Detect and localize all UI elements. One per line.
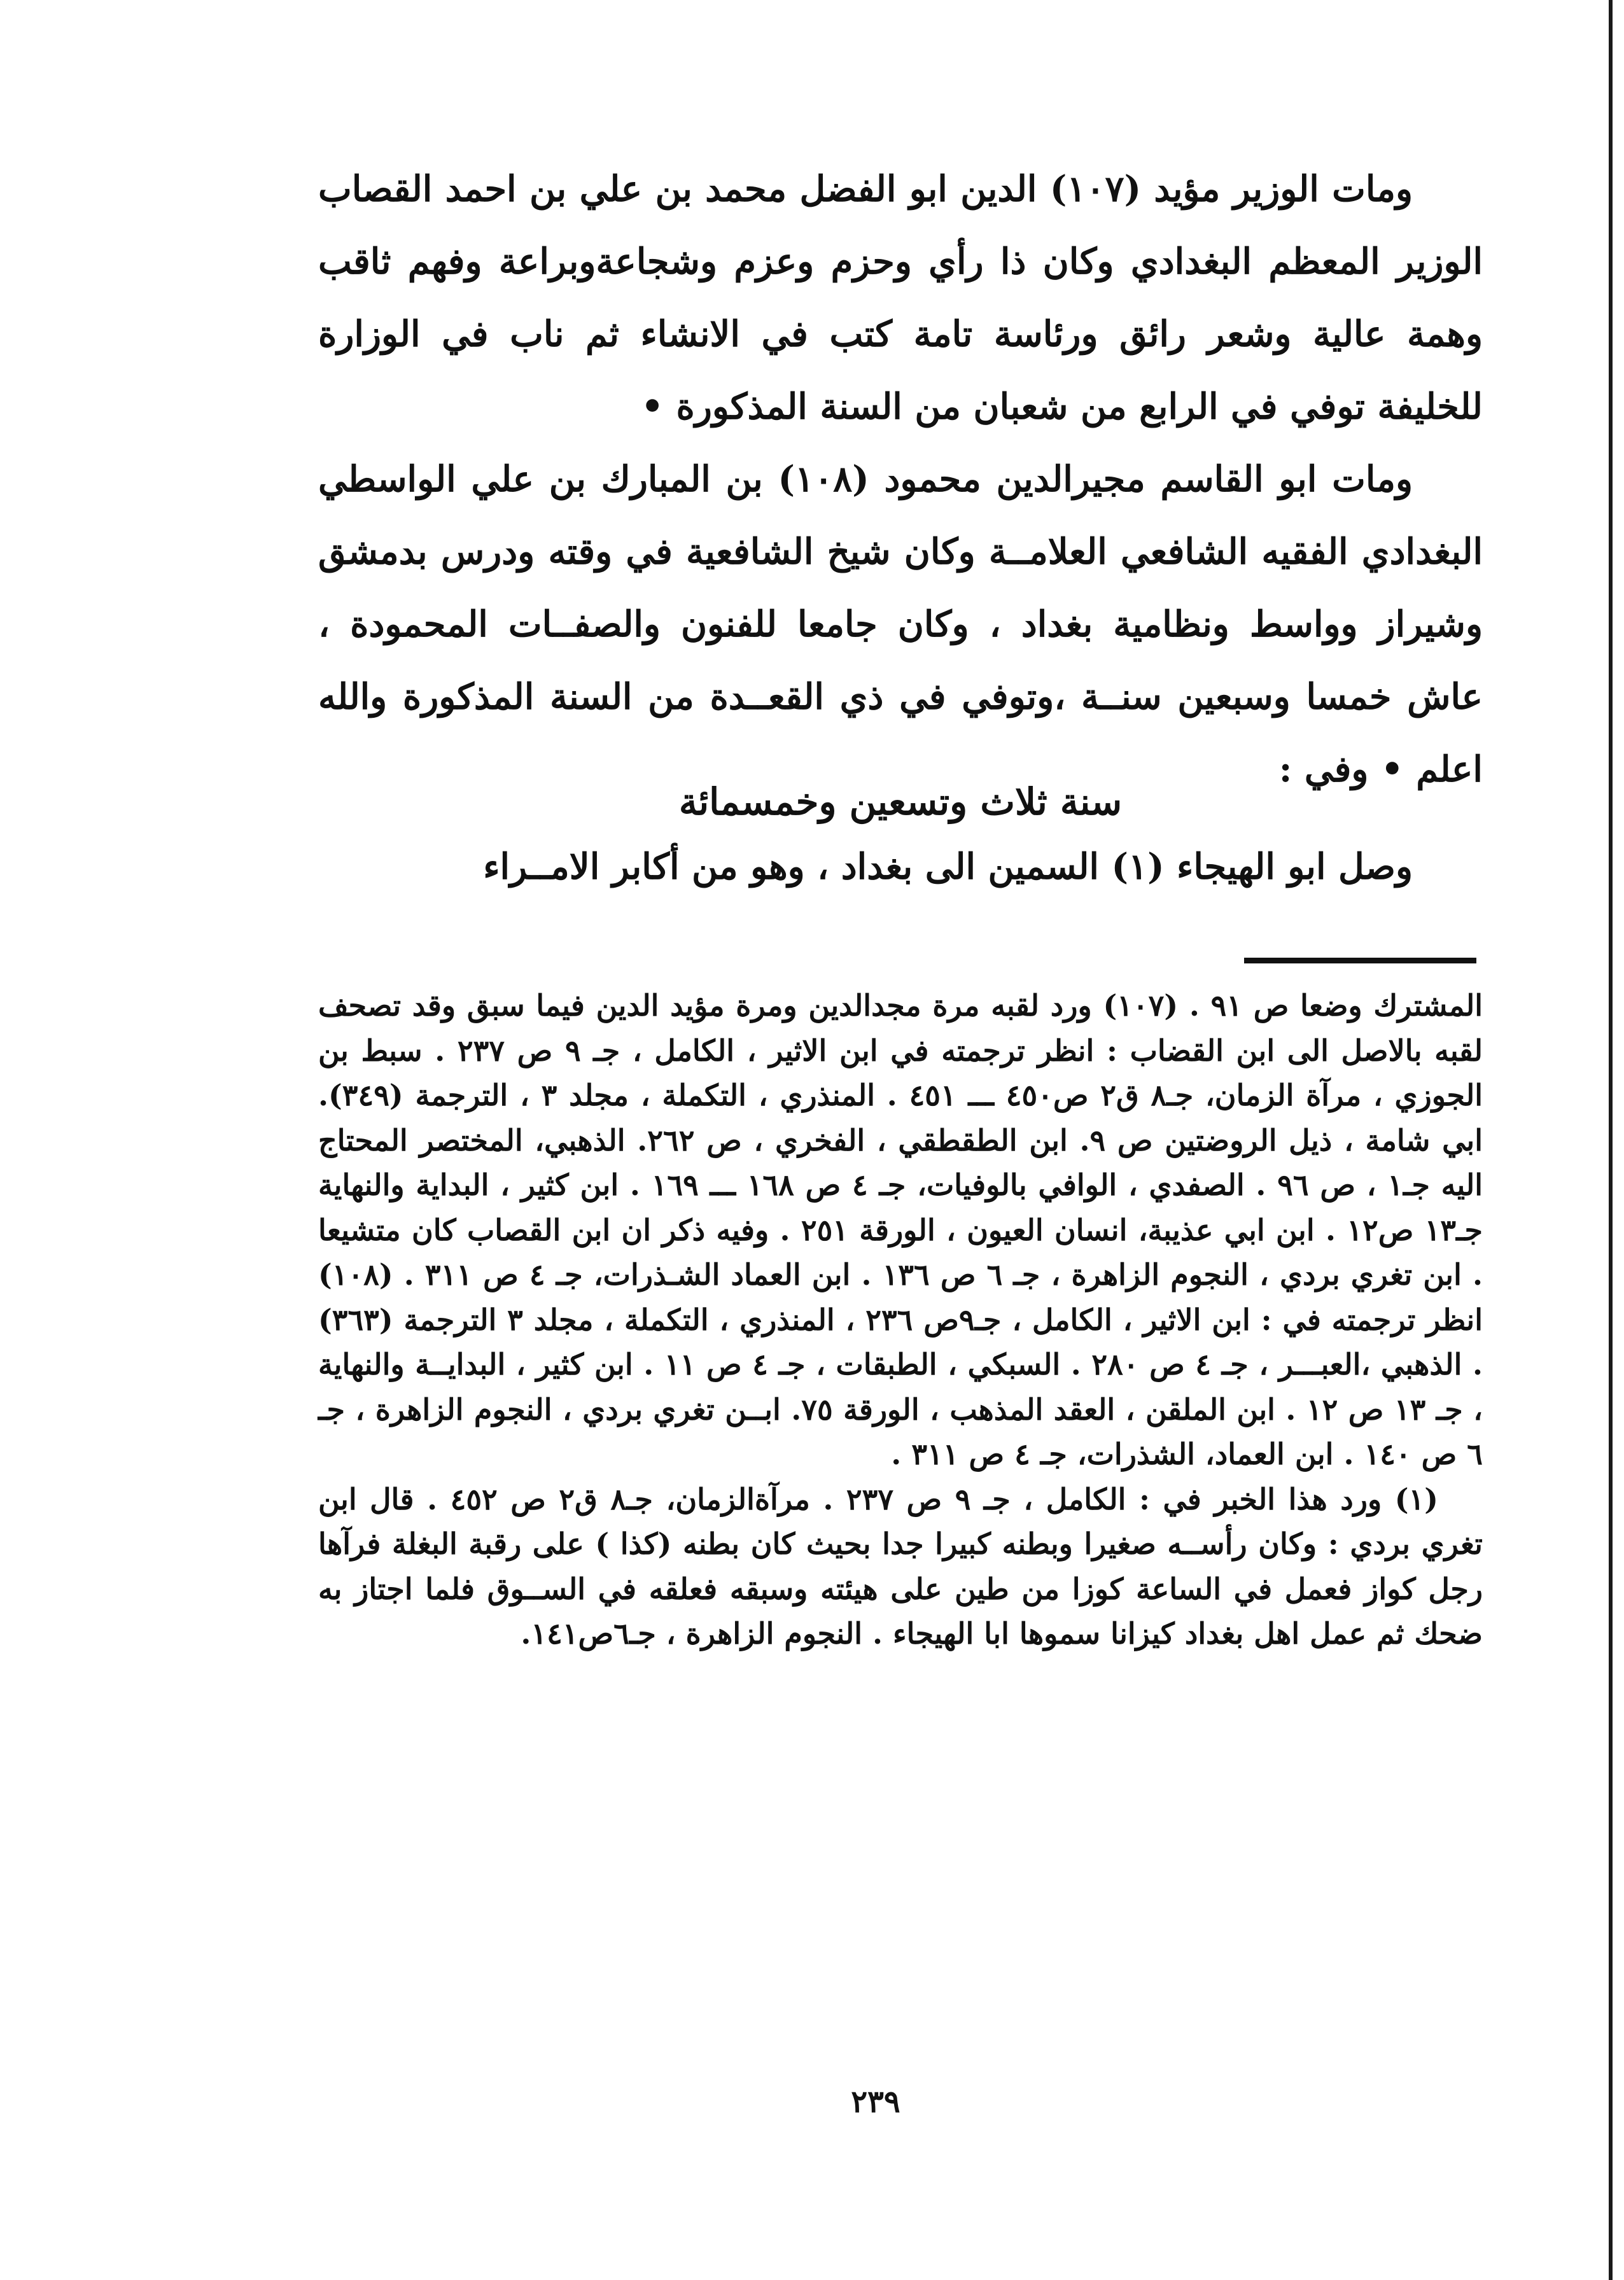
footnotes-block (318, 983, 1483, 1656)
paragraph-vizier-death: ومات الوزير مؤيد (١٠٧) الدين ابو الفضل محمد بن علي بن احمد القصاب الوزير المعظم البغدادي وكان ذا رأي وحزم وعزم وشجاعةوبراعة وفهم ثاقب وهمة عالية وشعر رائق ورئاسة تامة كتب في الانشاء ثم ناب في الوزارة للخليفة توفي في الرابع من شعبان من السنة المذكورة • (318, 168, 1483, 428)
footnote-107-108: المشترك وضعا ص ٩١ . (١٠٧) ورد لقبه مرة مجدالدين ومرة مؤيد الدين فيما سبق وقد تصحف لقبه بالاصل الى ابن القضاب : انظر ترجمته في ابن الاثير ، الكامل ، جـ ٩ ص ٢٣٧ . سبط بن الجوزي ، مرآة الزمان، جـ٨ ق٢ ص٤٥٠ ـــ ٤٥١ . المنذري ، التكملة ، مجلد ٣ ، الترجمة (٣٤٩). ابي شامة ، ذيل الروضتين ص ٩. ابن الطقطقي ، الفخري ، ص ٢٦٢. الذهبي، المختصر المحتاج اليه جـ١ ، ص ٩٦ . الصفدي ، الوافي بالوفيات، جـ ٤ ص ١٦٨ ـــ ١٦٩ . ابن كثير ، البداية والنهاية جـ١٣ ص١٢ . ابن ابي عذيبة، انسان العيون ، الورقة ٢٥١ . وفيه ذكر ان ابن القصاب كان متشيعا . ابن تغري بردي ، النجوم الزاهرة ، جـ ٦ ص ١٣٦ . ابن العماد الشـذرات، جـ ٤ ص ٣١١ . (١٠٨) انظر ترجمته في : ابن الاثير ، الكامل ، جـ٩ص ٢٣٦ ، المنذري ، التكملة ، مجلد ٣ الترجمة (٣٦٣) . الذهبي ،العبـــر ، جـ ٤ ص ٢٨٠ . السبكي ، الطبقات ، جـ ٤ ص ١١ . ابن كثير ، البدايــة والنهاية ، جـ ١٣ ص ١٢ . ابن الملقن ، العقد المذهب ، الورقة ٧٥. ابــن تغري بردي ، النجوم الزاهرة ، جـ ٦ ص ١٤٠ . ابن العماد، الشذرات، جـ ٤ ص ٣١١ . (318, 988, 1483, 1471)
footnote-1: (١) ورد هذا الخبر في : الكامل ، جـ ٩ ص ٢٣٧ . مرآةالزمان، جـ٨ ق٢ ص ٤٥٢ . قال ابن تغري بردي : وكان رأســه صغيرا وبطنه كبيرا جدا بحيث كان بطنه (كذا ) على رقبة البغلة فرآها رجل كواز فعمل في الساعة كوزا من طين على هيئته وسبقه فعلقه في الســوق فلما اجتاز به ضحك ثم عمل اهل بغداد كيزانا سموها ابا الهيجاء . النجوم الزاهرة ، جـ٦ص١٤١. (318, 1481, 1483, 1651)
main-text-block (318, 153, 1483, 806)
page-edge-line (1609, 0, 1613, 2280)
page-number: ٢٣٩ (851, 2084, 900, 2120)
footnote-separator (1244, 958, 1476, 963)
paragraph-abu-al-qasim-death: ومات ابو القاسم مجيرالدين محمود (١٠٨) بن المبارك بن علي الواسطي البغدادي الفقيه الشافعي العلامــة وكان شيخ الشافعية في وقته ودرس بدمشق وشيراز وواسط ونظامية بغداد ، وكان جامعا للفنون والصفــات المحمودة ، عاش خمسا وسبعين سنــة ،وتوفي في ذي القعــدة من السنة المذكورة والله اعلم • وفي : (318, 458, 1483, 790)
year-heading: سنة ثلاث وتسعين وخمسمائة (678, 780, 1123, 823)
main-text-after-heading (318, 830, 1483, 903)
paragraph-abu-al-hayja: وصل ابو الهيجاء (١) السمين الى بغداد ، وهو من أكابر الامــراء (483, 846, 1413, 888)
